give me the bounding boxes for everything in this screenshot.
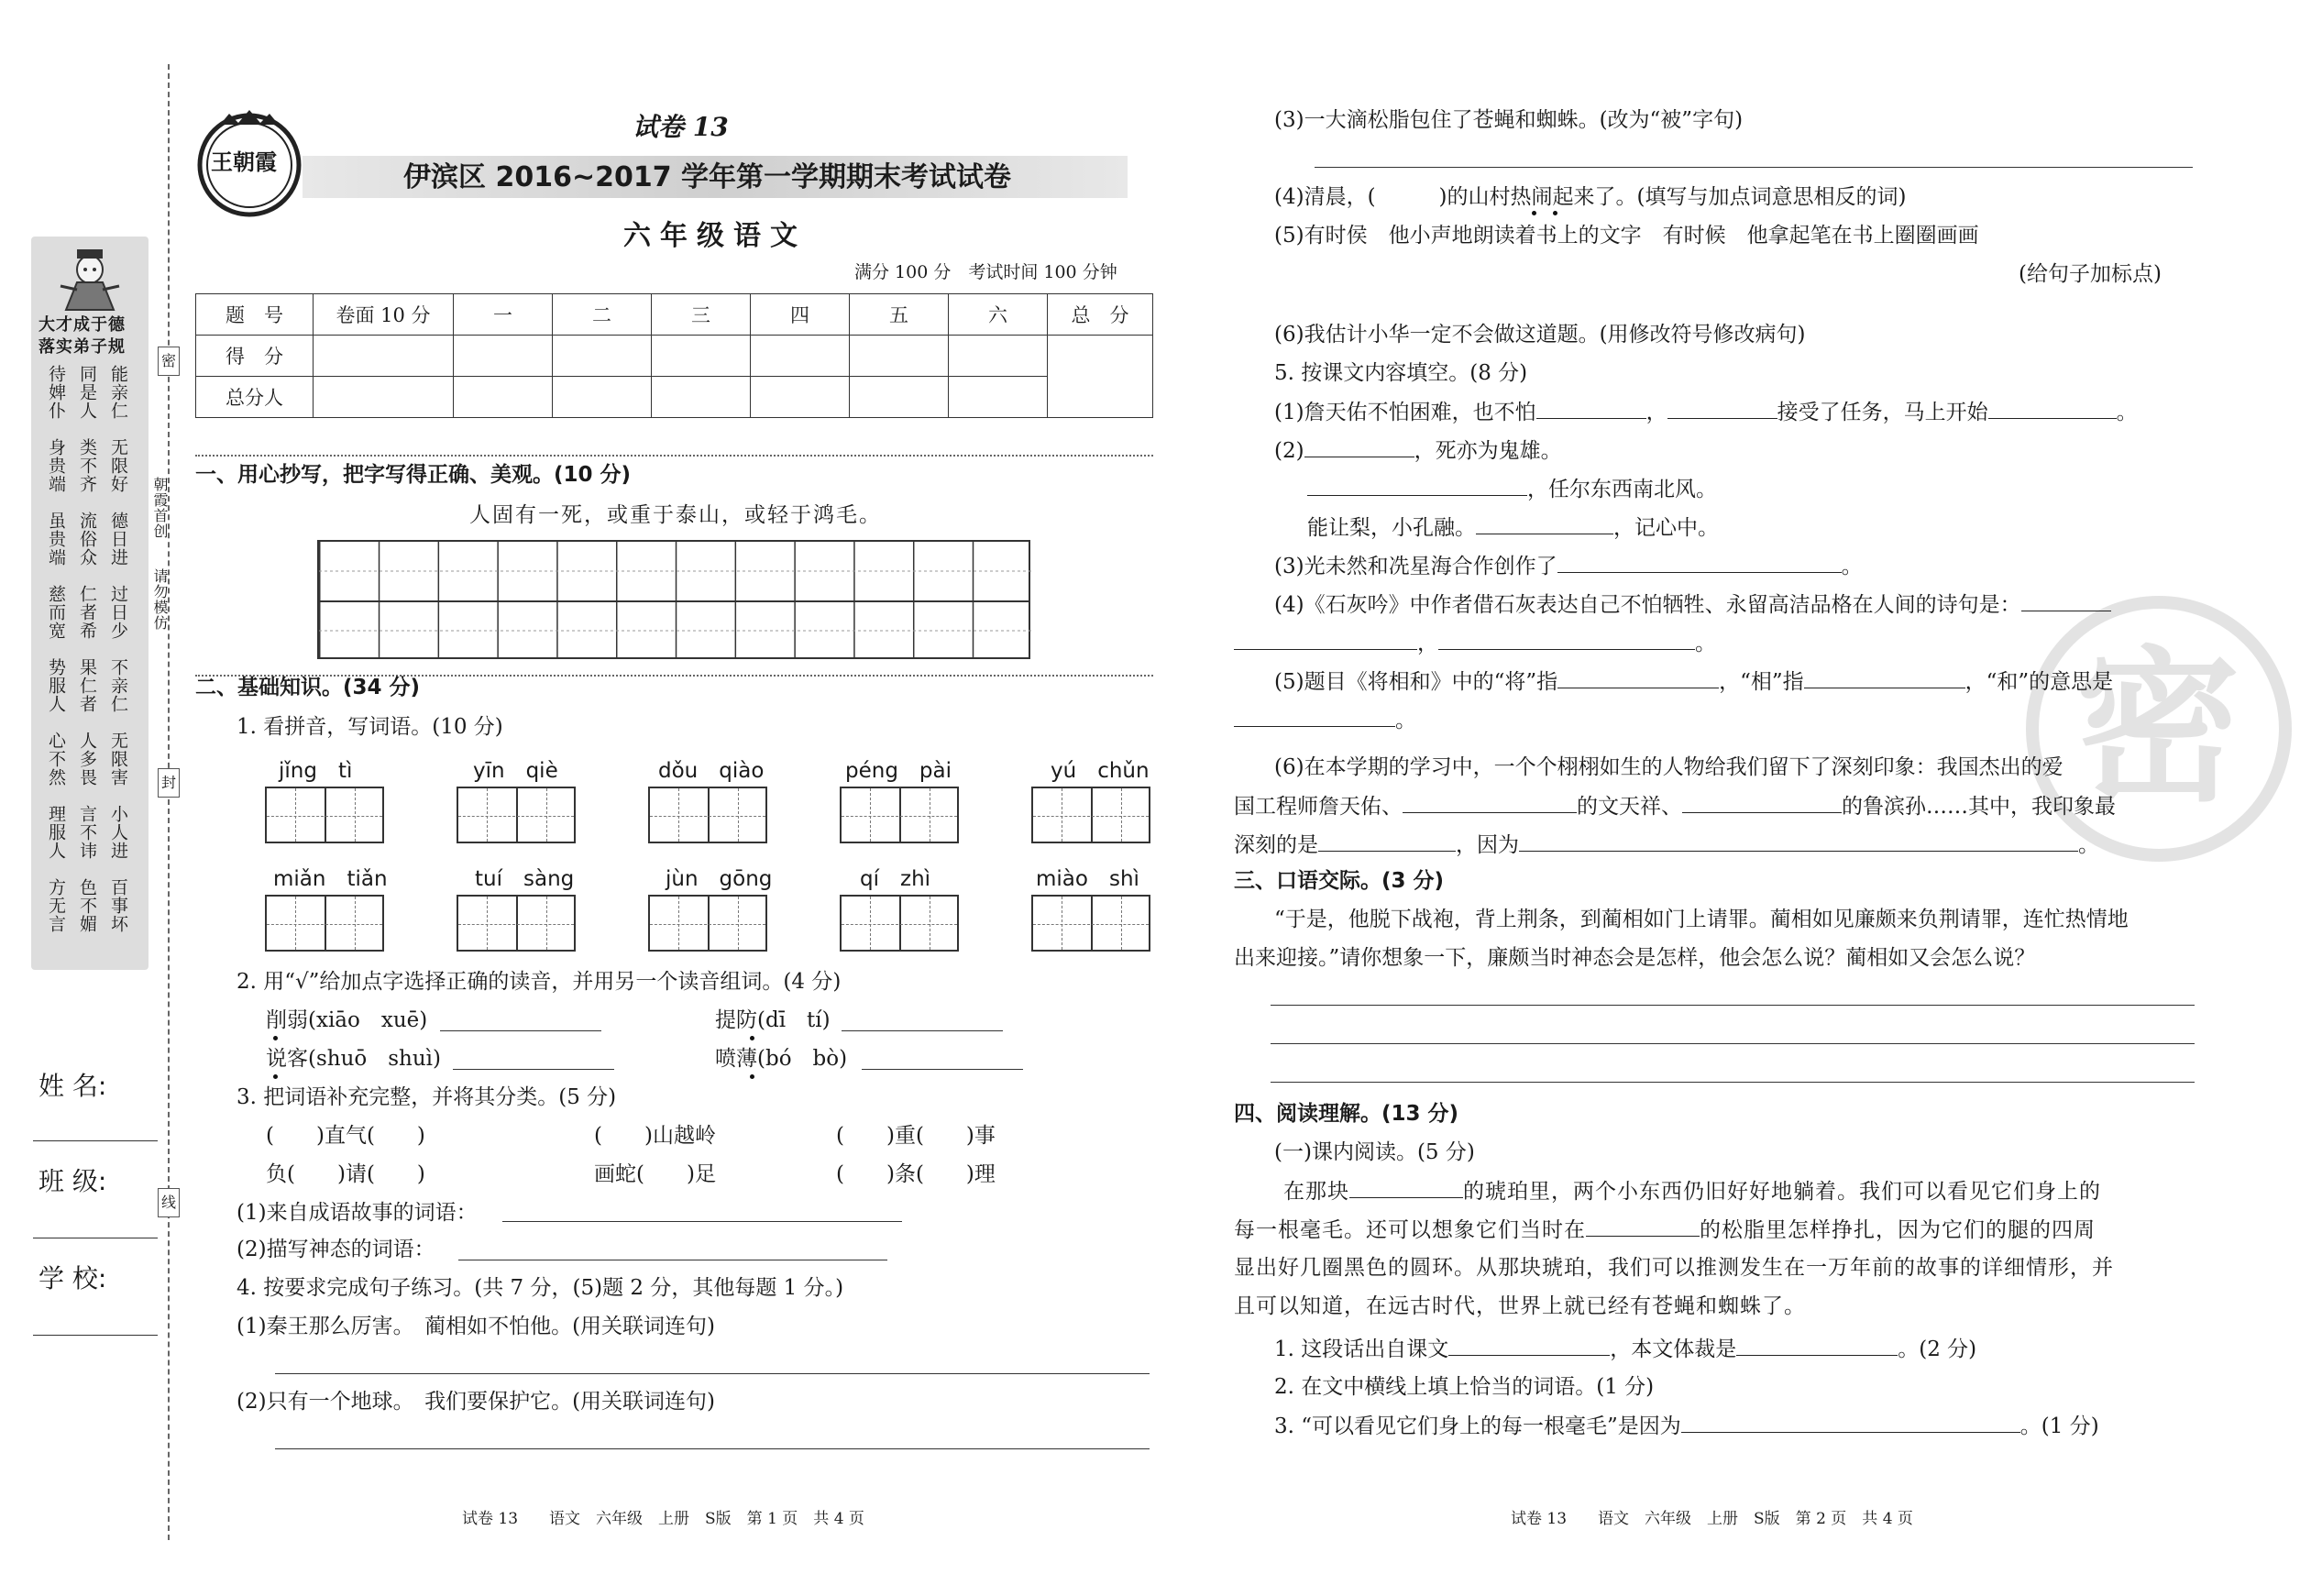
pinyin: yú chǔn	[1051, 759, 1150, 783]
school-field[interactable]	[33, 1335, 158, 1336]
answer-box[interactable]	[648, 787, 767, 843]
s3-answer[interactable]	[1271, 1043, 2195, 1044]
q3-word: 负( )请( )	[266, 1162, 425, 1186]
r3: 3. “可以看见它们身上的每一根毫毛”是因为 。(1 分)	[1274, 1412, 2099, 1440]
q5e: (5)题目《将相和》中的“将”指 ，“相”指 ，“和”的意思是	[1274, 667, 2113, 696]
r2: 2. 在文中横线上填上恰当的词语。(1 分)	[1274, 1375, 1655, 1399]
q4f: (6)我估计小华一定不会做这道题。(用修改符号修改病句)	[1274, 323, 1806, 347]
motto-col: 心不然	[46, 732, 66, 787]
th: 四	[751, 294, 850, 336]
th: 总 分	[1048, 294, 1153, 336]
pinyin: yīn qiè	[473, 759, 558, 783]
th: 一	[454, 294, 553, 336]
s3-text-1: “于是，他脱下战袍，背上荆条，到蔺相如门上请罪。蔺相如见廉颇来负荆请罪，连忙热情地	[1274, 908, 2129, 931]
motto-col: 能亲仁	[108, 365, 128, 420]
q4c: (3)一大滴松脂包住了苍蝇和蜘蛛。(改为“被”字句)	[1274, 108, 1744, 132]
emphasis-dot	[273, 1036, 278, 1040]
section-1-title: 一、用心抄写，把字写得正确、美观。(10 分)	[195, 463, 632, 487]
motto-col: 同是人	[77, 365, 97, 420]
th: 卷面 10 分	[314, 294, 454, 336]
th: 二	[553, 294, 652, 336]
r1: 1. 这段话出自课文 ，本文体裁是 。(2 分)	[1274, 1335, 1976, 1363]
q1-label: 1. 看拼音，写词语。(10 分)	[237, 715, 503, 739]
q2b-answer[interactable]	[842, 1030, 1003, 1031]
emphasis-dot	[273, 1074, 278, 1079]
class-label: 班 级:	[39, 1166, 107, 1196]
s4-sub: (一)课内阅读。(5 分)	[1274, 1140, 1475, 1164]
q5c: (3)光未然和冼星海合作创作了 。	[1274, 552, 1863, 580]
q2a-answer[interactable]	[440, 1030, 601, 1031]
footer-right: 试卷 13 语文 六年级 上册 S版 第 2 页 共 4 页	[1511, 1510, 1913, 1528]
q2b: 提防(dī tí)	[715, 1008, 831, 1032]
emphasis-dot	[1532, 211, 1536, 215]
q3-word: ( )重( )事	[836, 1124, 996, 1148]
q2c-answer[interactable]	[453, 1069, 614, 1070]
mascot-icon	[53, 246, 127, 312]
motto-col: 百事坏	[108, 878, 128, 933]
pinyin: dǒu qiào	[658, 759, 765, 783]
q2d: 喷薄(bó bò)	[715, 1047, 848, 1071]
motto-col: 果仁者	[77, 658, 97, 713]
brand-text-2: 请勿模仿	[151, 568, 169, 631]
answer-box[interactable]	[648, 895, 767, 952]
row-label: 总分人	[196, 377, 314, 418]
q5f-3: 深刻的是 ，因为 。	[1234, 831, 2099, 859]
logo-text: 王朝霞	[211, 149, 277, 175]
copy-text: 人固有一死，或重于泰山，或轻于鸿毛。	[469, 503, 882, 527]
q3-word: ( )山越岭	[594, 1124, 716, 1148]
answer-box[interactable]	[457, 895, 576, 952]
answer-box[interactable]	[1031, 895, 1150, 952]
series-label: 试卷 13	[633, 112, 729, 142]
q5b-2: ，任尔东西南北风。	[1307, 475, 1717, 503]
q5e-2: 。	[1234, 706, 1416, 734]
motto-col: 方无言	[46, 878, 66, 933]
section-2-title: 二、基础知识。(34 分)	[195, 676, 421, 699]
s3-text-2: 出来迎接。”请你想象一下，廉颇当时神态会是怎样，他会怎么说？蔺相如又会怎么说？	[1234, 946, 2036, 970]
motto-col: 德日进	[108, 512, 128, 567]
motto-col: 势服人	[46, 658, 66, 713]
emphasis-dot	[1553, 211, 1557, 215]
motto-2: 落实弟子规	[39, 337, 126, 357]
exam-meta: 满分 100 分 考试时间 100 分钟	[854, 262, 1117, 282]
seal-xian: 线	[158, 1188, 180, 1217]
th: 三	[652, 294, 751, 336]
passage-3: 显出好几圈黑色的圆环。从那块琥珀，我们可以推测发生在一万年前的故事的详细情形，并	[1234, 1256, 2114, 1280]
subject-title: 六年级语文	[623, 220, 807, 252]
motto-col: 虽贵端	[46, 512, 66, 567]
q5-label: 5. 按课文内容填空。(8 分)	[1274, 361, 1528, 385]
motto-col: 身贵端	[46, 438, 66, 493]
motto-col: 色不媚	[77, 878, 97, 933]
q4b-answer[interactable]	[275, 1448, 1150, 1449]
q5d: (4)《石灰吟》中作者借石灰表达自己不怕牺牲、永留高洁品格在人间的诗句是：	[1274, 590, 2111, 619]
q3-sub2: (2)描写神态的词语：	[237, 1238, 435, 1261]
motto-col: 言不讳	[77, 805, 97, 860]
q4e-note: (给句子加标点)	[2019, 262, 2162, 286]
q2d-answer[interactable]	[862, 1069, 1023, 1070]
brand-text: 朝霞首创	[151, 477, 169, 539]
answer-box[interactable]	[457, 787, 576, 843]
th: 题 号	[196, 294, 314, 336]
answer-box[interactable]	[265, 787, 384, 843]
motto-col: 无限害	[108, 732, 128, 787]
pinyin: jùn gōng	[666, 867, 773, 891]
answer-box[interactable]	[840, 895, 959, 952]
motto-col: 类不齐	[77, 438, 97, 493]
sidebar-panel	[31, 237, 149, 970]
motto-grid	[40, 365, 141, 961]
seal-mi: 密	[158, 347, 180, 376]
s3-answer[interactable]	[1271, 1005, 2195, 1006]
q3-sub1-answer[interactable]	[502, 1221, 902, 1222]
score-table	[195, 293, 1153, 418]
q2-label: 2. 用“√”给加点字选择正确的读音，并用另一个读音组词。(4 分)	[237, 970, 842, 994]
motto-col: 仁者希	[77, 585, 97, 640]
q3-word: 画蛇( )足	[594, 1162, 716, 1186]
q4-label: 4. 按要求完成句子练习。(共 7 分，(5)题 2 分，其他每题 1 分。)	[237, 1276, 844, 1300]
motto-col: 无限好	[108, 438, 128, 493]
q5b-3: 能让梨，小孔融。 ，记心中。	[1307, 513, 1719, 542]
pinyin: qí zhì	[860, 867, 931, 891]
section-rule	[195, 455, 1153, 457]
q2c: 说客(shuō shuì)	[266, 1047, 442, 1071]
q5b: (2) ，死亦为鬼雄。	[1274, 436, 1562, 465]
motto-col: 流俗众	[77, 512, 97, 567]
stamp-mark	[2026, 596, 2292, 862]
q4b: (2)只有一个地球。 我们要保护它。(用关联词连句)	[237, 1390, 716, 1414]
pinyin: miǎn tiǎn	[273, 867, 388, 891]
answer-box[interactable]	[1031, 787, 1150, 843]
row-label: 得 分	[196, 336, 314, 377]
q4e: (5)有时侯 他小声地朗读着书上的文字 有时候 他拿起笔在书上圈圈画画	[1274, 224, 1979, 248]
q2a: 削弱(xiāo xuē)	[266, 1008, 428, 1032]
s3-answer[interactable]	[1271, 1082, 2195, 1083]
q5d-2: ， 。	[1234, 629, 1716, 657]
pinyin: péng pài	[845, 759, 952, 783]
motto-1: 大才成于德	[39, 315, 126, 335]
motto-col: 人多畏	[77, 732, 97, 787]
seal-feng: 封	[158, 768, 180, 798]
name-label: 姓 名:	[39, 1071, 107, 1101]
emphasis-dot	[750, 1036, 754, 1040]
section-3-title: 三、口语交际。(3 分)	[1234, 869, 1445, 893]
th: 五	[850, 294, 949, 336]
motto-col: 慈而宽	[46, 585, 66, 640]
emphasis-dot	[750, 1074, 754, 1079]
passage-4: 且可以知道，在远古时代，世界上就已经有苍蝇和蜘蛛了。	[1234, 1294, 1806, 1318]
answer-box[interactable]	[840, 787, 959, 843]
q5f: (6)在本学期的学习中，一个个栩栩如生的人物给我们留下了深刻印象：我国杰出的爱	[1274, 755, 2063, 779]
q5f-2: 国工程师詹天佑、 的文天祥、 的鲁滨孙……其中，我印象最	[1234, 792, 2116, 820]
q4a: (1)秦王那么厉害。 蔺相如不怕他。(用关联词连句)	[237, 1315, 716, 1338]
stamp-text: 密	[2075, 631, 2241, 824]
motto-col: 不亲仁	[108, 658, 128, 713]
answer-box[interactable]	[265, 895, 384, 952]
q5a: (1)詹天佑不怕困难，也不怕 ， 接受了任务，马上开始 。	[1274, 398, 2138, 426]
q3-label: 3. 把词语补充完整，并将其分类。(5 分)	[237, 1085, 617, 1109]
motto-col: 小人进	[108, 805, 128, 860]
passage-1: 在那块 的琥珀里，两个小东西仍旧好好地躺着。我们可以看见它们身上的	[1283, 1177, 2101, 1205]
writing-grid[interactable]	[317, 540, 1030, 659]
pinyin: miào shì	[1036, 867, 1139, 891]
footer-left: 试卷 13 语文 六年级 上册 S版 第 1 页 共 4 页	[462, 1510, 864, 1528]
brand-logo	[194, 108, 304, 218]
q4c-answer[interactable]	[1315, 167, 2193, 168]
pinyin: tuí sàng	[475, 867, 575, 891]
q3-sub1: (1)来自成语故事的词语：	[237, 1201, 478, 1225]
q4d: (4)清晨，( )的山村热闹起来了。(填写与加点词意思相反的词)	[1274, 185, 1907, 209]
section-4-title: 四、阅读理解。(13 分)	[1234, 1102, 1459, 1126]
motto-col: 待婢仆	[46, 365, 66, 420]
motto-col: 过日少	[108, 585, 128, 640]
school-label: 学 校:	[39, 1263, 107, 1293]
exam-title: 伊滨区 2016~2017 学年第一学期期末考试试卷	[403, 161, 1012, 193]
q3-word: ( )直气( )	[266, 1124, 425, 1148]
passage-2: 每一根毫毛。还可以想象它们当时在 的松脂里怎样挣扎，因为它们的腿的四周	[1234, 1216, 2096, 1244]
pinyin: jǐng tì	[279, 759, 353, 783]
q4a-answer[interactable]	[275, 1373, 1150, 1374]
name-field[interactable]	[33, 1140, 158, 1141]
th: 六	[949, 294, 1048, 336]
motto-col: 理服人	[46, 805, 66, 860]
q3-word: ( )条( )理	[836, 1162, 996, 1186]
binding-line	[168, 64, 170, 1540]
